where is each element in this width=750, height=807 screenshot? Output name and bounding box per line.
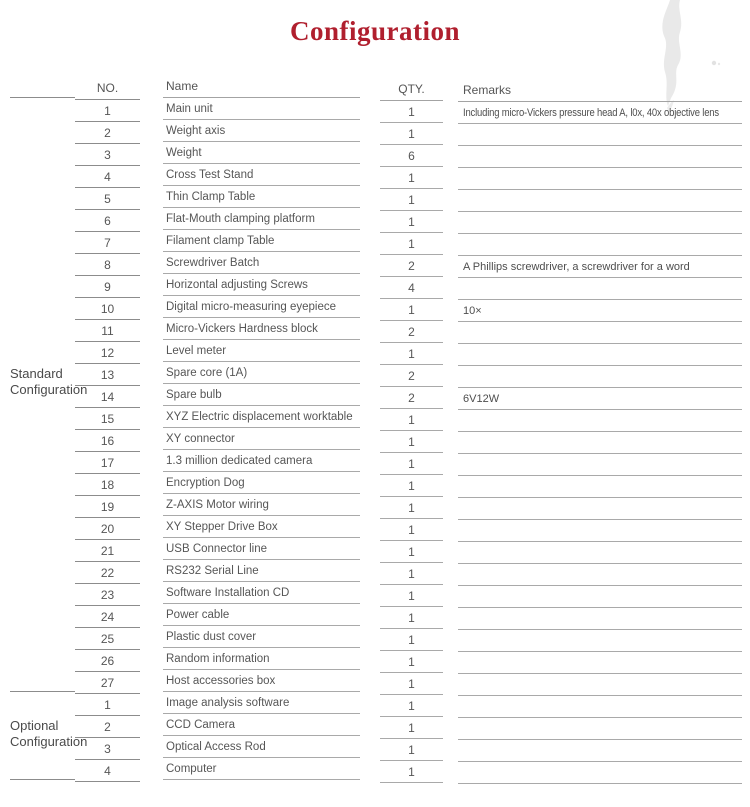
remarks-cell (458, 476, 742, 498)
name-cell: Screwdriver Batch (163, 252, 360, 274)
name-cell: XY Stepper Drive Box (163, 516, 360, 538)
qty-cell: 1 (380, 563, 443, 585)
no-cell: 8 (75, 254, 140, 276)
name-column-header: Name (163, 78, 360, 98)
no-cell: 18 (75, 474, 140, 496)
qty-cell: 1 (380, 585, 443, 607)
remarks-cell (458, 124, 742, 146)
no-cell: 27 (75, 672, 140, 694)
no-cell: 6 (75, 210, 140, 232)
remarks-text: 10× (463, 304, 482, 317)
qty-cell: 1 (380, 167, 443, 189)
name-cell: RS232 Serial Line (163, 560, 360, 582)
remarks-cell (458, 630, 742, 652)
qty-cell: 1 (380, 431, 443, 453)
section-label-line: Optional (10, 718, 59, 733)
remarks-column (458, 82, 742, 784)
qty-column-header: QTY. (380, 81, 443, 101)
name-cell: Flat-Mouth clamping platform (163, 208, 360, 230)
remarks-cell (458, 278, 742, 300)
qty-cell: 2 (380, 387, 443, 409)
remarks-cell (458, 520, 742, 542)
configuration-table (0, 78, 750, 788)
remarks-cell (458, 102, 742, 124)
remarks-text: Including micro-Vickers pressure head A, l0x, 40x objective lens (463, 106, 719, 119)
name-cell: Cross Test Stand (163, 164, 360, 186)
name-cell: Software Installation CD (163, 582, 360, 604)
section-label-line: Configuration (10, 382, 88, 397)
remarks-column-header: Remarks (458, 82, 742, 102)
qty-cell: 1 (380, 717, 443, 739)
qty-cell: 1 (380, 497, 443, 519)
qty-cell: 1 (380, 123, 443, 145)
no-cell: 25 (75, 628, 140, 650)
name-column (163, 78, 360, 780)
no-cell: 2 (75, 122, 140, 144)
name-cell: XYZ Electric displacement worktable (163, 406, 360, 428)
no-cell: 4 (75, 166, 140, 188)
remarks-cell (458, 762, 742, 784)
qty-cell: 1 (380, 607, 443, 629)
qty-cell: 1 (380, 189, 443, 211)
name-cell: Spare bulb (163, 384, 360, 406)
qty-cell: 2 (380, 365, 443, 387)
remarks-cell (458, 542, 742, 564)
name-cell: Thin Clamp Table (163, 186, 360, 208)
qty-cell: 4 (380, 277, 443, 299)
name-cell: Digital micro-measuring eyepiece (163, 296, 360, 318)
qty-cell: 1 (380, 343, 443, 365)
name-cell: CCD Camera (163, 714, 360, 736)
name-cell: XY connector (163, 428, 360, 450)
name-cell: Micro-Vickers Hardness block (163, 318, 360, 340)
no-cell: 23 (75, 584, 140, 606)
qty-cell: 2 (380, 255, 443, 277)
qty-cell: 2 (380, 321, 443, 343)
no-cell: 12 (75, 342, 140, 364)
name-cell: Image analysis software (163, 692, 360, 714)
no-cell: 24 (75, 606, 140, 628)
qty-cell: 1 (380, 651, 443, 673)
remarks-cell (458, 322, 742, 344)
no-cell: 7 (75, 232, 140, 254)
no-cell: 22 (75, 562, 140, 584)
qty-cell: 1 (380, 519, 443, 541)
name-cell: Host accessories box (163, 670, 360, 692)
name-cell: Power cable (163, 604, 360, 626)
qty-column (380, 81, 443, 783)
qty-cell: 1 (380, 673, 443, 695)
remarks-text: A Phillips screwdriver, a screwdriver for a word (463, 260, 690, 273)
name-cell: Filament clamp Table (163, 230, 360, 252)
qty-cell: 1 (380, 541, 443, 563)
remarks-cell (458, 366, 742, 388)
section-label-line: Configuration (10, 734, 88, 749)
name-cell: Horizontal adjusting Screws (163, 274, 360, 296)
name-cell: Encryption Dog (163, 472, 360, 494)
name-cell: Z-AXIS Motor wiring (163, 494, 360, 516)
remarks-cell (458, 410, 742, 432)
qty-cell: 1 (380, 695, 443, 717)
section-optional (10, 692, 88, 780)
remarks-text: 6V12W (463, 392, 500, 405)
remarks-cell (458, 190, 742, 212)
remarks-cell (458, 586, 742, 608)
remarks-cell (458, 652, 742, 674)
no-cell: 1 (75, 100, 140, 122)
qty-cell: 1 (380, 233, 443, 255)
remarks-cell (458, 234, 742, 256)
qty-cell: 1 (380, 299, 443, 321)
no-cell: 3 (75, 144, 140, 166)
no-cell: 4 (75, 760, 140, 782)
no-cell: 11 (75, 320, 140, 342)
name-cell: USB Connector line (163, 538, 360, 560)
qty-cell: 1 (380, 761, 443, 783)
no-cell: 19 (75, 496, 140, 518)
no-cell: 9 (75, 276, 140, 298)
name-cell: Level meter (163, 340, 360, 362)
name-cell: Spare core (1A) (163, 362, 360, 384)
no-cell: 20 (75, 518, 140, 540)
remarks-cell (458, 168, 742, 190)
no-column (75, 80, 140, 782)
remarks-cell (458, 344, 742, 366)
remarks-cell (458, 674, 742, 696)
name-cell: Weight axis (163, 120, 360, 142)
label-column-header (10, 78, 75, 98)
no-cell: 2 (75, 716, 140, 738)
qty-cell: 6 (380, 145, 443, 167)
name-cell: Weight (163, 142, 360, 164)
qty-cell: 1 (380, 475, 443, 497)
no-cell: 21 (75, 540, 140, 562)
no-cell: 15 (75, 408, 140, 430)
qty-cell: 1 (380, 739, 443, 761)
no-cell: 10 (75, 298, 140, 320)
page-title: Configuration (289, 16, 461, 46)
name-cell: Plastic dust cover (163, 626, 360, 648)
qty-cell: 1 (380, 453, 443, 475)
remarks-cell (458, 300, 742, 322)
no-cell: 14 (75, 386, 140, 408)
name-cell: Computer (163, 758, 360, 780)
name-cell: Optical Access Rod (163, 736, 360, 758)
remarks-cell (458, 388, 742, 410)
no-cell: 5 (75, 188, 140, 210)
no-cell: 26 (75, 650, 140, 672)
no-cell: 16 (75, 430, 140, 452)
name-cell: 1.3 million dedicated camera (163, 450, 360, 472)
no-cell: 1 (75, 694, 140, 716)
remarks-cell (458, 696, 742, 718)
no-column-header: NO. (75, 80, 140, 100)
section-label-column (10, 78, 88, 780)
remarks-cell (458, 498, 742, 520)
qty-cell: 1 (380, 409, 443, 431)
remarks-cell (458, 740, 742, 762)
remarks-cell (458, 718, 742, 740)
section-label-line: Standard (10, 366, 63, 381)
remarks-cell (458, 432, 742, 454)
no-cell: 17 (75, 452, 140, 474)
qty-cell: 1 (380, 101, 443, 123)
qty-cell: 1 (380, 211, 443, 233)
remarks-cell (458, 256, 742, 278)
remarks-cell (458, 564, 742, 586)
no-cell: 3 (75, 738, 140, 760)
name-cell: Random information (163, 648, 360, 670)
name-cell: Main unit (163, 98, 360, 120)
remarks-cell (458, 454, 742, 476)
remarks-cell (458, 608, 742, 630)
remarks-cell (458, 212, 742, 234)
section-standard (10, 98, 88, 692)
no-cell: 13 (75, 364, 140, 386)
qty-cell: 1 (380, 629, 443, 651)
remarks-cell (458, 146, 742, 168)
